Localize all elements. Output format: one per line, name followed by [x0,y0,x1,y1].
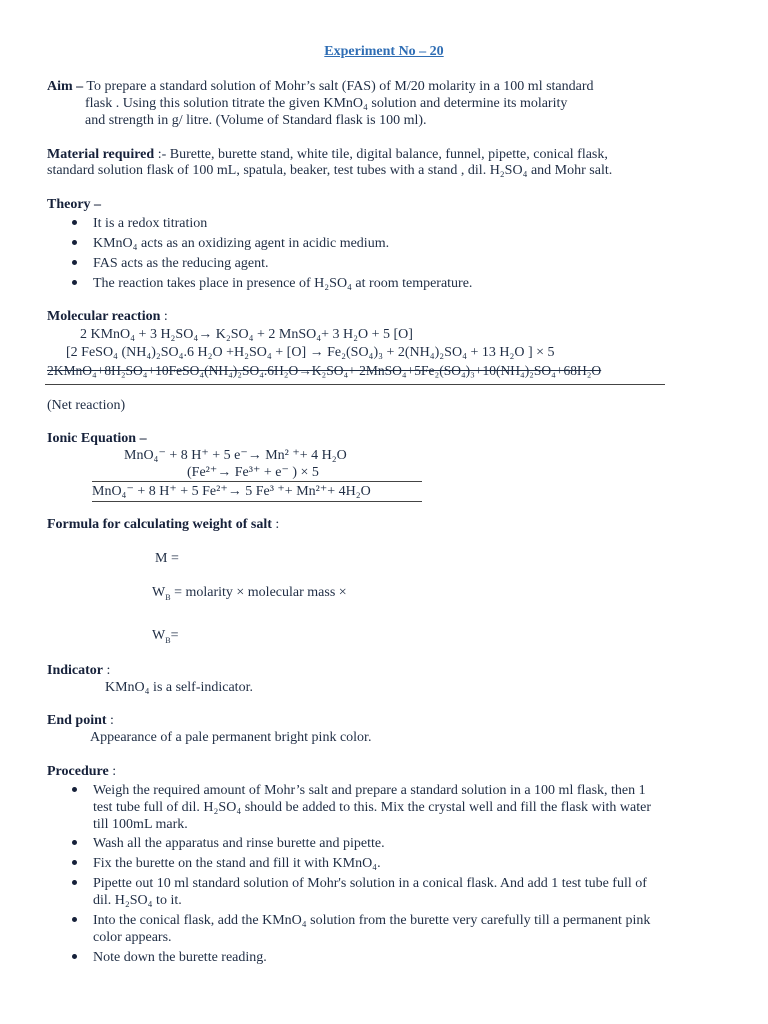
bullet-icon [72,280,77,285]
theory-item-3: FAS acts as the reducing agent. [93,256,269,271]
theory-heading [47,196,101,214]
formula-m: M = [155,551,179,566]
bullet-icon [72,220,77,225]
net-reaction-rule [45,384,665,385]
aim-line-1 [47,78,594,96]
bullet-icon [72,260,77,265]
ionic-eq-1: MnO₄⁻ + 8 H⁺ + 5 e⁻→ Mn² ⁺+ 4 H₂O [124,448,347,463]
net-reaction-label: (Net reaction) [47,398,126,413]
procedure-step-5-line-1: Into the conical flask, add the KMnO₄ solution from the burette very carefully till a permanent pink [93,913,651,928]
molecular-label: Molecular reaction [47,309,161,324]
molecular-heading [47,308,168,326]
formula-colon: : [275,517,280,532]
procedure-step-4-line-2: dil. H₂SO₄ to it. [93,893,182,908]
indicator-label: Indicator [47,663,103,678]
ionic-eq-2: (Fe²⁺→ Fe³⁺ + e⁻ ) × 5 [187,465,319,480]
endpoint-colon: : [110,713,114,728]
procedure-step-4-line-1: Pipette out 10 ml standard solution of Mohr's solution in a conical flask. And add 1 test tube full of [93,876,647,891]
material-text-2: standard solution flask of 100 mL, spatula, beaker, test tubes with a stand , dil. H₂SO₄ and Mohr salt. [47,163,613,178]
formula-wb-1: $W_B$ = molarity × molecular mass × [152,585,347,602]
aim-text-3: and strength in g/ litre. (Volume of Standard flask is 100 ml). [85,113,427,128]
aim-label: Aim – [47,79,84,94]
material-text-1: :- Burette, burette stand, white tile, digital balance, funnel, pipette, conical flask, [157,147,608,162]
theory-item-2: KMnO₄ acts as an oxidizing agent in acidic medium. [93,236,390,251]
experiment-title: Experiment No – 20 [324,44,444,59]
indicator-colon: : [106,663,111,678]
procedure-step-5-line-2: color appears. [93,930,172,945]
endpoint-text: Appearance of a pale permanent bright pink color. [90,730,372,745]
theory-label: Theory – [47,197,102,212]
bullet-icon [72,860,77,865]
bullet-icon [72,917,77,922]
bullet-icon [72,787,77,792]
aim-text-1: To prepare a standard solution of Mohr’s salt (FAS) of M/20 molarity in a 100 ml standard [86,79,594,94]
aim-text-2: flask . Using this solution titrate the given KMnO₄ solution and determine its molarity [85,96,568,111]
bullet-icon [72,840,77,845]
theory-item-1: It is a redox titration [93,216,208,231]
formula-wb-2: $W_B=$ [152,628,179,645]
bullet-icon [72,880,77,885]
indicator-text: KMnO₄ is a self-indicator. [105,680,253,695]
ionic-label: Ionic Equation – [47,431,147,446]
ionic-rule-bottom [92,501,422,502]
indicator-heading [47,662,110,680]
procedure-colon: : [112,764,117,779]
bullet-icon [72,240,77,245]
procedure-step-2: Wash all the apparatus and rinse burette and pipette. [93,836,385,851]
procedure-heading [47,763,116,781]
material-label: Material required [47,147,155,162]
ionic-heading [47,430,147,448]
procedure-step-1-line-2: test tube full of dil. H₂SO₄ should be added to this. Mix the crystal well and fill the flask with water [93,800,651,815]
procedure-step-6: Note down the burette reading. [93,950,267,965]
procedure-step-1-line-3: till 100mL mark. [93,817,188,832]
formula-heading [47,516,279,534]
bullet-icon [72,954,77,959]
formula-label: Formula for calculating weight of salt [47,517,272,532]
procedure-label: Procedure [47,764,109,779]
procedure-step-1-line-1: Weigh the required amount of Mohr’s salt and prepare a standard solution in a 100 ml flask, then 1 [93,783,646,798]
molecular-colon: : [163,309,168,324]
endpoint-label: End point [47,713,107,728]
molecular-eq-2: [2 FeSO₄ (NH₄)₂SO₄.6 H₂O +H₂SO₄ + [O] → Fe₂(SO₄)₃ + 2(NH₄)₂SO₄ + 13 H₂O ] × 5 [66,345,555,360]
ionic-rule-top [92,481,422,482]
molecular-eq-3: 2KMnO₄+8H₂SO₄+10FeSO₄(NH₄)₂SO₄.6H₂O→K₂SO₄+ 2MnSO₄+5Fe₂(SO₄)₃+10(NH₄)₂SO₄+68H₂O [47,363,602,378]
endpoint-heading [47,712,114,730]
ionic-eq-3: MnO₄⁻ + 8 H⁺ + 5 Fe²⁺→ 5 Fe³ ⁺+ Mn²⁺+ 4H₂O [92,484,371,499]
theory-item-4: The reaction takes place in presence of H₂SO₄ at room temperature. [93,276,473,291]
molecular-eq-1: 2 KMnO₄ + 3 H₂SO₄→ K₂SO₄ + 2 MnSO₄+ 3 H₂O + 5 [O] [80,327,413,342]
procedure-step-3: Fix the burette on the stand and fill it with KMnO₄. [93,856,381,871]
